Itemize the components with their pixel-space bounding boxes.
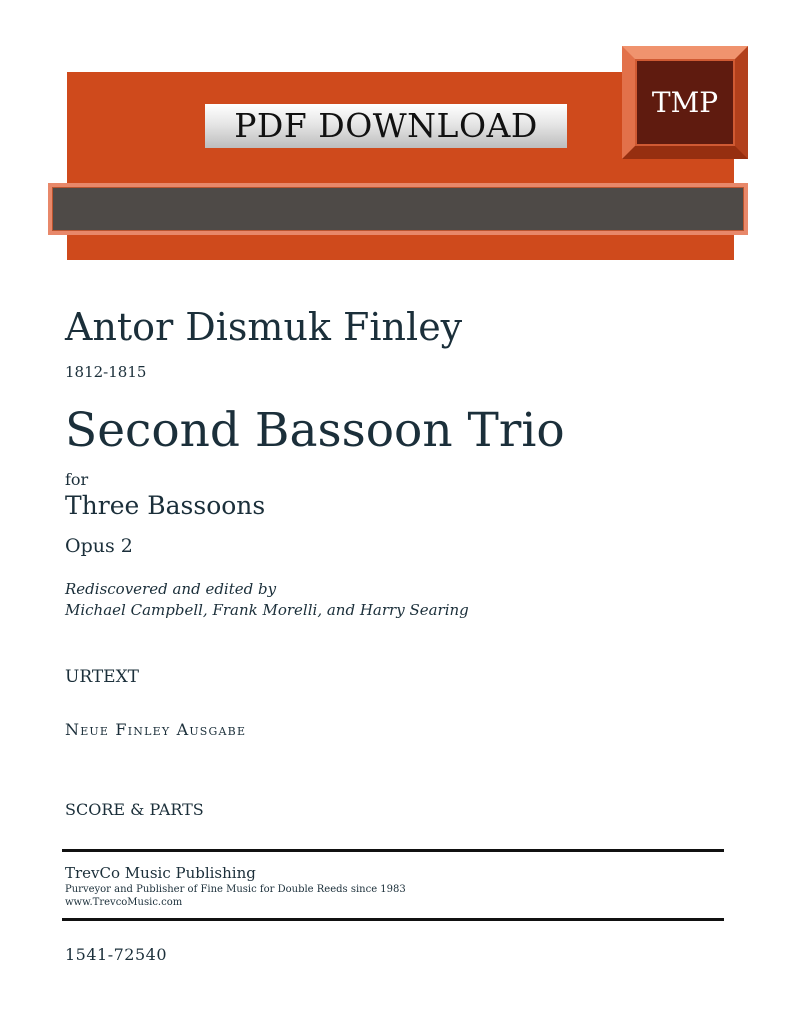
footer-divider-top — [62, 849, 724, 852]
work-title: Second Bassoon Trio — [65, 403, 565, 458]
publisher-badge-label: TMP — [635, 59, 735, 146]
composer-name: Antor Dismuk Finley — [65, 305, 463, 349]
publisher-name: TrevCo Music Publishing — [65, 864, 256, 882]
editor-credit-line-2: Michael Campbell, Frank Morelli, and Harry Searing — [65, 601, 469, 619]
for-label: for — [65, 470, 89, 489]
header-dark-bar — [48, 183, 748, 235]
publisher-website: www.TrevcoMusic.com — [65, 897, 183, 908]
composer-dates: 1812-1815 — [65, 363, 147, 381]
opus-number: Opus 2 — [65, 535, 133, 557]
publisher-badge — [622, 46, 748, 159]
edition-series: Neue Finley Ausgabe — [65, 720, 247, 739]
publisher-tagline: Purveyor and Publisher of Fine Music for Double Reeds since 1983 — [65, 884, 406, 895]
pdf-download-label: PDF DOWNLOAD — [205, 104, 567, 148]
format-label: SCORE & PARTS — [65, 800, 204, 819]
urtext-label: URTEXT — [65, 667, 140, 687]
instrumentation: Three Bassoons — [65, 491, 266, 520]
footer-divider-bottom — [62, 918, 724, 921]
catalog-number: 1541-72540 — [65, 945, 168, 964]
editor-credit-line-1: Rediscovered and edited by — [65, 580, 277, 598]
